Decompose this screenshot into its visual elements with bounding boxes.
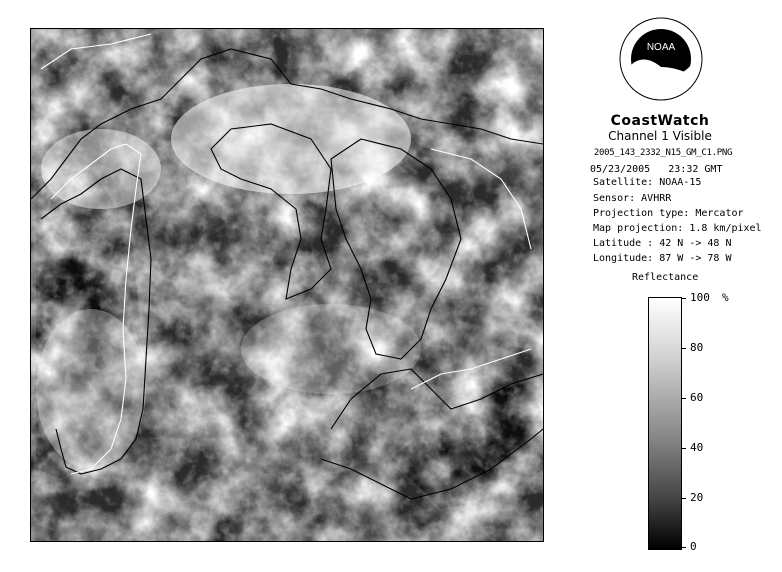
colorbar-label-100: 100 xyxy=(690,291,710,304)
colorbar-label-0: 0 xyxy=(690,540,697,553)
time-value: 23:32 GMT xyxy=(668,164,723,175)
colorbar-tick-80 xyxy=(681,348,686,349)
colorbar-tick-0 xyxy=(681,547,686,548)
colorbar-tick-40 xyxy=(681,448,686,449)
reflectance-colorbar xyxy=(648,297,682,550)
colorbar-tick-20 xyxy=(681,498,686,499)
date-value: 05/23/2005 xyxy=(590,164,651,175)
satellite-label: Satellite: NOAA-15 xyxy=(593,177,702,188)
projection-label: Projection type: Mercator xyxy=(593,208,744,219)
colorbar-unit: % xyxy=(722,291,729,304)
satellite-image xyxy=(30,28,544,542)
colorbar-label-60: 60 xyxy=(690,391,704,404)
satellite-map xyxy=(31,29,543,541)
colorbar-label-20: 20 xyxy=(690,491,704,504)
longitude-label: Longitude: 87 W -> 78 W xyxy=(593,253,732,264)
noaa-logo xyxy=(619,17,703,101)
sensor-label: Sensor: AVHRR xyxy=(593,193,672,204)
colorbar-label-40: 40 xyxy=(690,441,704,454)
colorbar-tick-100 xyxy=(681,298,686,299)
organization-title: CoastWatch xyxy=(610,113,710,129)
channel-label: Channel 1 Visible xyxy=(608,129,712,143)
latitude-label: Latitude : 42 N -> 48 N xyxy=(593,238,732,249)
datetime-label xyxy=(590,162,782,177)
colorbar-tick-60 xyxy=(681,398,686,399)
colorbar-label-80: 80 xyxy=(690,341,704,354)
noaa-logo-text: NOAA xyxy=(646,42,676,53)
filename-label: 2005_143_2332_N15_GM_C1.PNG xyxy=(593,148,733,158)
colorbar-title: Reflectance xyxy=(632,272,699,283)
map-projection-label: Map projection: 1.8 km/pixel xyxy=(593,223,762,234)
